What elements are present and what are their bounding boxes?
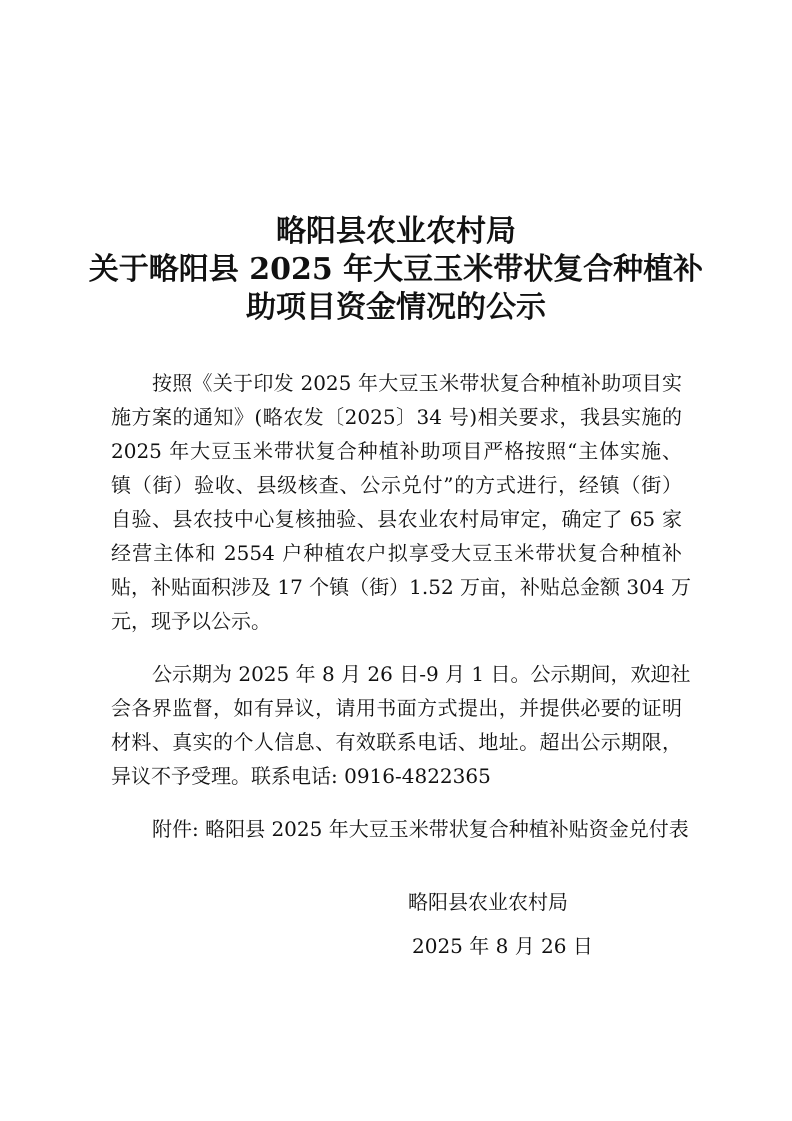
paragraph-1-line: 经营主体和 2554 户种植农户拟享受大豆玉米带状复合种植补 (111, 541, 682, 565)
title-line-1: 略阳县农业农村局 (276, 214, 516, 249)
paragraph-2-line: 异议不予受理。联系电话: 0916-4822365 (111, 764, 491, 788)
paragraph-2-line: 会各界监督，如有异议，请用书面方式提出，并提供必要的证明 (111, 696, 682, 720)
paragraph-1-line: 施方案的通知》(略农发〔2025〕34 号)相关要求，我县实施的 (111, 405, 682, 429)
title-line-2: 关于略阳县 2025 年大豆玉米带状复合种植补 (88, 252, 704, 287)
signature-date: 2025 年 8 月 26 日 (412, 934, 593, 958)
paragraph-1-line: 自验、县农技中心复核抽验、县农业农村局审定，确定了 65 家 (111, 507, 682, 531)
signature-org: 略阳县农业农村局 (408, 890, 568, 914)
paragraph-1-line: 2025 年大豆玉米带状复合种植补助项目严格按照“主体实施、 (111, 439, 682, 463)
paragraph-1-line: 贴，补贴面积涉及 17 个镇（街）1.52 万亩，补贴总金额 304 万 (111, 575, 691, 599)
attachment-line: 附件: 略阳县 2025 年大豆玉米带状复合种植补贴资金兑付表 (152, 817, 689, 841)
title-line-3: 助项目资金情况的公示 (246, 290, 546, 325)
paragraph-1-line: 元，现予以公示。 (111, 609, 271, 633)
paragraph-2-line: 公示期为 2025 年 8 月 26 日-9 月 1 日。公示期间，欢迎社 (152, 662, 691, 686)
paragraph-2-line: 材料、真实的个人信息、有效联系电话、地址。超出公示期限， (111, 730, 682, 754)
paragraph-1-line: 镇（街）验收、县级核查、公示兑付”的方式进行，经镇（街） (111, 473, 682, 497)
paragraph-1-line: 按照《关于印发 2025 年大豆玉米带状复合种植补助项目实 (152, 371, 682, 395)
